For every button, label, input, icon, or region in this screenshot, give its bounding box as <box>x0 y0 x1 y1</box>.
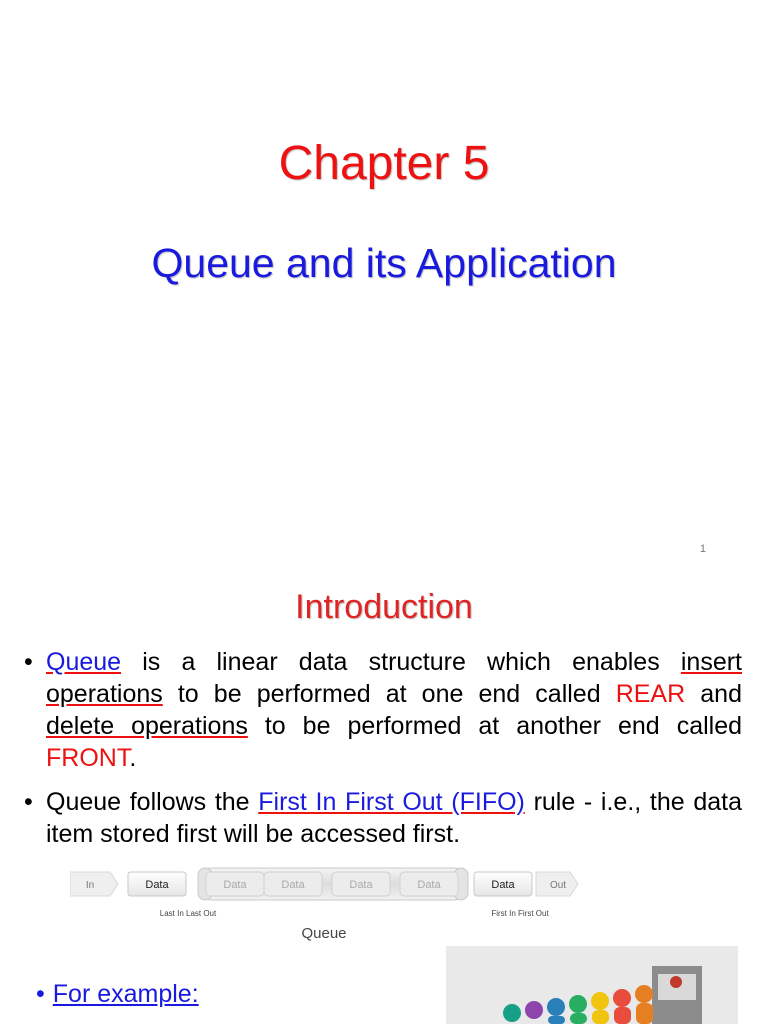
bullet-dot: • <box>36 980 45 1008</box>
term-delete-operations: delete operations <box>46 712 248 740</box>
text-fragment: to be performed at one end called <box>162 680 616 708</box>
data-box-tube-4-label: Data <box>417 879 441 891</box>
bullet-dot: • <box>24 788 33 816</box>
bullet-text <box>46 646 742 774</box>
text-fragment: and <box>685 680 742 708</box>
bullet-text <box>46 786 742 850</box>
introduction-slide <box>0 570 768 1024</box>
text-fragment: to be performed at another end called <box>247 712 743 740</box>
section-title: Introduction <box>295 588 473 626</box>
bullet-queue-definition <box>24 646 742 774</box>
data-box-tube-1-label: Data <box>223 879 247 891</box>
in-label: In <box>85 880 95 891</box>
example-bullet <box>36 980 199 1009</box>
people-in-line-illustration <box>446 946 738 1024</box>
term-queue: Queue <box>46 648 122 676</box>
term-rear: REAR <box>615 680 686 708</box>
text-fragment: Queue follows the <box>46 788 259 816</box>
slide-number: 1 <box>699 543 706 555</box>
text-fragment: . <box>129 744 137 772</box>
term-front: FRONT <box>46 744 130 772</box>
first-in-first-out-label: First In First Out <box>491 909 549 918</box>
data-box-tube-2-label: Data <box>281 879 305 891</box>
bullet-fifo-rule <box>24 786 742 850</box>
last-in-last-out-label: Last In Last Out <box>159 909 217 918</box>
queue-diagram <box>70 866 590 952</box>
data-box-in-label: Data <box>145 879 169 891</box>
people-queue-icon <box>446 946 738 1024</box>
data-box-out-label: Data <box>491 879 515 891</box>
queue-caption: Queue <box>301 925 347 942</box>
bullet-dot: • <box>24 648 33 676</box>
chapter-title: Chapter 5 <box>278 137 490 190</box>
data-box-tube-3-label: Data <box>349 879 373 891</box>
example-label: For example: <box>52 980 199 1008</box>
out-label: Out <box>549 880 567 891</box>
term-insert-operations: insert operations <box>46 648 742 708</box>
term-fifo: First In First Out (FIFO) <box>258 788 525 816</box>
text-fragment: is a linear data structure which enables <box>121 648 681 676</box>
text-fragment: rule - i.e., the data item stored first will be accessed first. <box>46 788 742 848</box>
chapter-subtitle: Queue and its Application <box>151 240 617 286</box>
